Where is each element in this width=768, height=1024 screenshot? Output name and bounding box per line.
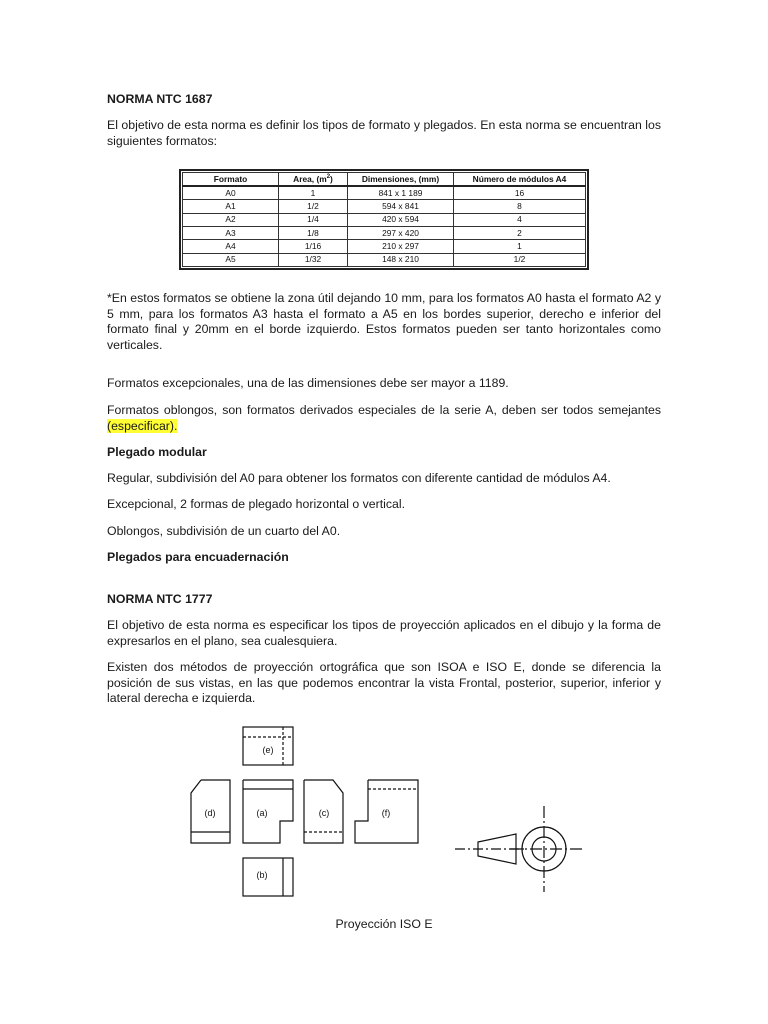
table-cell: 148 x 210 [348, 253, 454, 266]
table-header-cell: Número de módulos A4 [454, 173, 586, 187]
table-cell: 1/2 [279, 200, 348, 213]
heading-ntc-1687: NORMA NTC 1687 [107, 92, 213, 106]
table-row [183, 240, 586, 253]
table-row [183, 227, 586, 240]
table-cell: A2 [183, 213, 279, 226]
iso-e-projection-figure [180, 718, 600, 908]
table-cell: 2 [454, 227, 586, 240]
intro-ntc-1777: El objetivo de esta norma es especificar los tipos de proyección aplicados en el dibujo y la forma de expresarlos en el plano, sea cualesquiera. [107, 618, 661, 648]
table-row [183, 186, 586, 200]
table-cell: 297 x 420 [348, 227, 454, 240]
table-row [183, 253, 586, 266]
metodos-paragraph: Existen dos métodos de proyección ortográfica que son ISOA e ISO E, donde se diferencia la posición de sus vistas, en las que podemos encontrar la vista Frontal, posterior, superior, inferior y lateral derecha e izquierda. [107, 660, 661, 705]
table-cell: 420 x 594 [348, 213, 454, 226]
intro-ntc-1687: El objetivo de esta norma es definir los tipos de formato y plegados. En esta norma se encuentran los siguientes formatos: [107, 118, 661, 148]
table-cell: 1/16 [279, 240, 348, 253]
table-row [183, 213, 586, 226]
view-b [243, 858, 293, 896]
table-header-cell: Formato [183, 173, 279, 187]
table-cell: 1/4 [279, 213, 348, 226]
formatos-excepcionales: Formatos excepcionales, una de las dimensiones debe ser mayor a 1189. [107, 376, 509, 390]
highlighted-text: (especificar). [107, 418, 178, 433]
figure-caption: Proyección ISO E [335, 917, 433, 931]
label-a: (a) [256, 808, 268, 818]
heading-ntc-1777: NORMA NTC 1777 [107, 592, 213, 606]
table-cell: 1 [454, 240, 586, 253]
heading-plegados-encuadernacion: Plegados para encuadernación [107, 550, 289, 564]
formats-table [179, 169, 589, 270]
label-c: (c) [318, 808, 330, 818]
table-header-row [183, 173, 586, 187]
table-cell: 841 x 1 189 [348, 186, 454, 200]
projection-symbol [455, 806, 582, 892]
table-cell: 594 x 841 [348, 200, 454, 213]
table-cell: A1 [183, 200, 279, 213]
table-cell: 1 [279, 186, 348, 200]
table-cell: 4 [454, 213, 586, 226]
label-b: (b) [256, 870, 268, 880]
formatos-oblongos: Formatos oblongos, son formatos derivados especiales de la serie A, deben ser todos semejantes (especificar). [107, 403, 661, 433]
label-f: (f) [381, 808, 391, 818]
table-cell: 1/2 [454, 253, 586, 266]
label-e: (e) [262, 745, 274, 755]
table-cell: A5 [183, 253, 279, 266]
table-cell: A3 [183, 227, 279, 240]
note-paragraph: *En estos formatos se obtiene la zona útil dejando 10 mm, para los formatos A0 hasta el formato A2 y 5 mm, para los formatos A3 hasta el formato a A5 en los bordes superior, derecho e inferior del formato final y 20mm en el borde izquierdo. Estos formatos pueden ser tanto horizontales como verticales. [107, 291, 661, 352]
table-cell: A0 [183, 186, 279, 200]
table-row [183, 200, 586, 213]
plegado-oblongos: Oblongos, subdivisión de un cuarto del A0. [107, 524, 341, 538]
table-cell: 8 [454, 200, 586, 213]
table-cell: 210 x 297 [348, 240, 454, 253]
table-cell: 1/8 [279, 227, 348, 240]
plegado-excepcional: Excepcional, 2 formas de plegado horizontal o vertical. [107, 497, 406, 511]
table-header-cell: Area, $(m^2)$ [279, 173, 348, 187]
table-cell: 16 [454, 186, 586, 200]
table-cell: A4 [183, 240, 279, 253]
table-cell: 1/32 [279, 253, 348, 266]
label-d: (d) [204, 808, 216, 818]
plegado-regular: Regular, subdivisión del A0 para obtener los formatos con diferente cantidad de módulos A4. [107, 471, 611, 485]
heading-plegado-modular: Plegado modular [107, 445, 207, 459]
table-header-cell: Dimensiones, (mm) [348, 173, 454, 187]
view-a [243, 780, 293, 843]
